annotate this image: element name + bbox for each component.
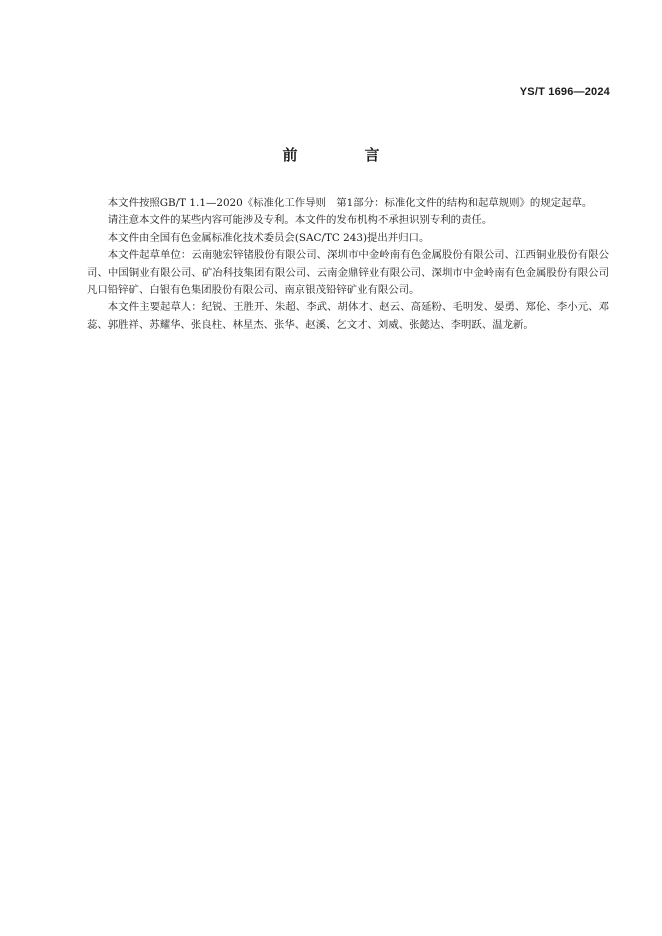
paragraph-drafters: 本文件主要起草人：纪锐、王胜开、朱超、李武、胡体才、赵云、高延粉、毛明发、晏勇、郑伦、李小元、邓蕊、郭胜祥、苏耀华、张良柱、林星杰、张华、赵溪、乞文才、刘威、张懿达、李明跃、温龙新。 [87,301,609,331]
paragraph-patent-notice: 请注意本文件的某些内容可能涉及专利。本文件的发布机构不承担识别专利的责任。 [107,214,493,227]
foreword-body [87,195,609,334]
paragraph-proposer: 本文件由全国有色金属标准化技术委员会(SAC/TC 243)提出并归口。 [107,231,430,244]
page-title: 前 言 [282,146,406,164]
paragraph-standard-basis: 本文件按照GB/T 1.1—2020《标准化工作导则 第1部分：标准化文件的结构和起草规则》的规定起草。 [107,197,593,209]
document-code: YS/T 1696—2024 [519,86,610,98]
paragraph-drafting-units: 本文件起草单位：云南驰宏锌锗股份有限公司、深圳市中金岭南有色金属股份有限公司、江西铜业股份有限公司、中国铜业有限公司、矿冶科技集团有限公司、云南金鼎锌业有限公司、深圳市中金岭南有色金属股份有限公司凡口铅锌矿、白银有色集团股份有限公司、南京银茂铅锌矿业有限公司。 [87,249,609,297]
